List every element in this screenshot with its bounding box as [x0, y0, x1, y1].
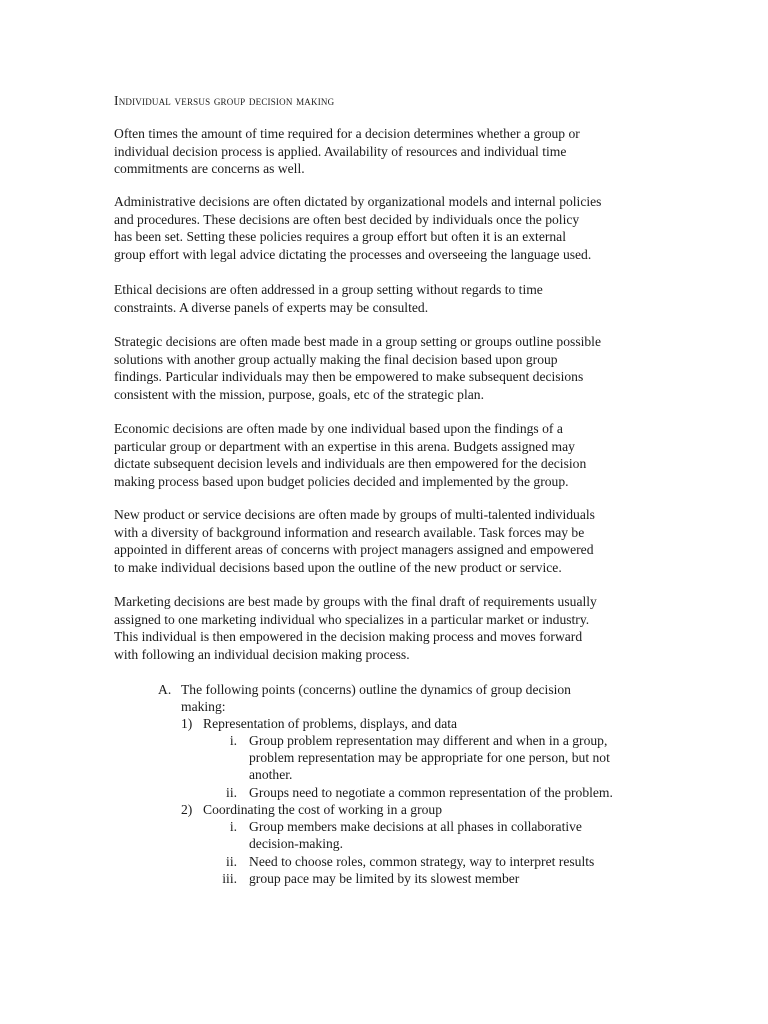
paragraph-line: Administrative decisions are often dictated by organizational models and internal policies: [114, 194, 602, 209]
subitem-line: another.: [249, 767, 293, 782]
subitem-line: problem representation may be appropriate for one person, but not: [249, 750, 610, 765]
subitem-line: Group problem representation may different and when in a group,: [249, 733, 608, 748]
subitem-line: Need to choose roles, common strategy, way to interpret results: [249, 854, 595, 869]
outline-item-1-text: Representation of problems, displays, and data: [203, 716, 458, 731]
paragraph-line: to make individual decisions based upon the outline of the new product or service.: [114, 559, 562, 575]
subitem-marker: i.: [229, 733, 237, 748]
paragraph-line: Often times the amount of time required for a decision determines whether a group or: [114, 126, 580, 141]
subitem-line: Groups need to negotiate a common representation of the problem.: [249, 785, 613, 800]
outline-a-line: The following points (concerns) outline the dynamics of group decision: [181, 682, 571, 697]
paragraph-economic-decisions: [114, 420, 674, 490]
outline-a-line: making:: [181, 699, 226, 714]
paragraph-new-product-decisions: [114, 506, 674, 576]
paragraph-line: Strategic decisions are often made best made in a group setting or groups outline possible: [114, 334, 601, 349]
subitem-line: group pace may be limited by its slowest member: [249, 871, 520, 886]
outline-item-2-marker: 2): [181, 802, 193, 817]
document-heading: Individual versus group decision making: [114, 93, 335, 108]
paragraph-line: assigned to one marketing individual who specializes in a particular market or industry.: [114, 611, 590, 627]
paragraph-line: Ethical decisions are often addressed in a group setting without regards to time: [114, 282, 543, 297]
subitem-line: decision-making.: [249, 836, 344, 851]
paragraph-line: commitments are concerns as well.: [114, 161, 305, 177]
outline-marker-a: A.: [158, 682, 172, 697]
paragraph-line: constraints. A diverse panels of experts may be consulted.: [114, 299, 429, 315]
paragraph-administrative-decisions: [114, 193, 674, 263]
paragraph-marketing-decisions: [114, 593, 674, 663]
outline-item-2-text: Coordinating the cost of working in a group: [203, 802, 442, 817]
paragraph-line: making process based upon budget policies decided and implemented by the group.: [114, 473, 569, 489]
paragraph-line: and procedures. These decisions are often best decided by individuals once the policy: [114, 211, 580, 227]
paragraph-line: individual decision process is applied. Availability of resources and individual time: [114, 143, 567, 159]
paragraph-ethical-decisions: [114, 281, 674, 316]
paragraph-time-required: [114, 125, 674, 178]
paragraph-line: particular group or department with an expertise in this arena. Budgets assigned may: [114, 438, 575, 454]
subitem-marker: ii.: [226, 854, 237, 869]
paragraph-line: solutions with another group actually making the final decision based upon group: [114, 351, 558, 367]
outline-item-1-marker: 1): [181, 716, 193, 731]
paragraph-line: with a diversity of background information and research available. Task forces may be: [114, 524, 585, 540]
paragraph-line: appointed in different areas of concerns with project managers assigned and empowered: [114, 542, 594, 558]
paragraph-line: New product or service decisions are often made by groups of multi-talented individuals: [114, 507, 595, 522]
paragraph-line: Marketing decisions are best made by groups with the final draft of requirements usually: [114, 594, 597, 609]
paragraph-line: with following an individual decision making process.: [114, 646, 410, 662]
paragraph-line: dictate subsequent decision levels and individuals are then empowered for the decision: [114, 456, 587, 472]
paragraph-line: Economic decisions are often made by one individual based upon the findings of a: [114, 421, 563, 436]
subitem-line: Group members make decisions at all phases in collaborative: [249, 819, 582, 834]
paragraph-line: consistent with the mission, purpose, goals, etc of the strategic plan.: [114, 386, 484, 402]
subitem-marker: iii.: [222, 871, 237, 886]
subitem-marker: i.: [229, 819, 237, 834]
paragraph-line: has been set. Setting these policies requires a group effort but often it is an external: [114, 229, 566, 245]
subitem-marker: ii.: [226, 785, 237, 800]
paragraph-strategic-decisions: [114, 333, 674, 403]
paragraph-line: findings. Particular individuals may then be empowered to make subsequent decisions: [114, 369, 584, 385]
paragraph-line: This individual is then empowered in the decision making process and moves forward: [114, 629, 583, 645]
paragraph-line: group effort with legal advice dictating the processes and overseeing the language used.: [114, 246, 592, 262]
